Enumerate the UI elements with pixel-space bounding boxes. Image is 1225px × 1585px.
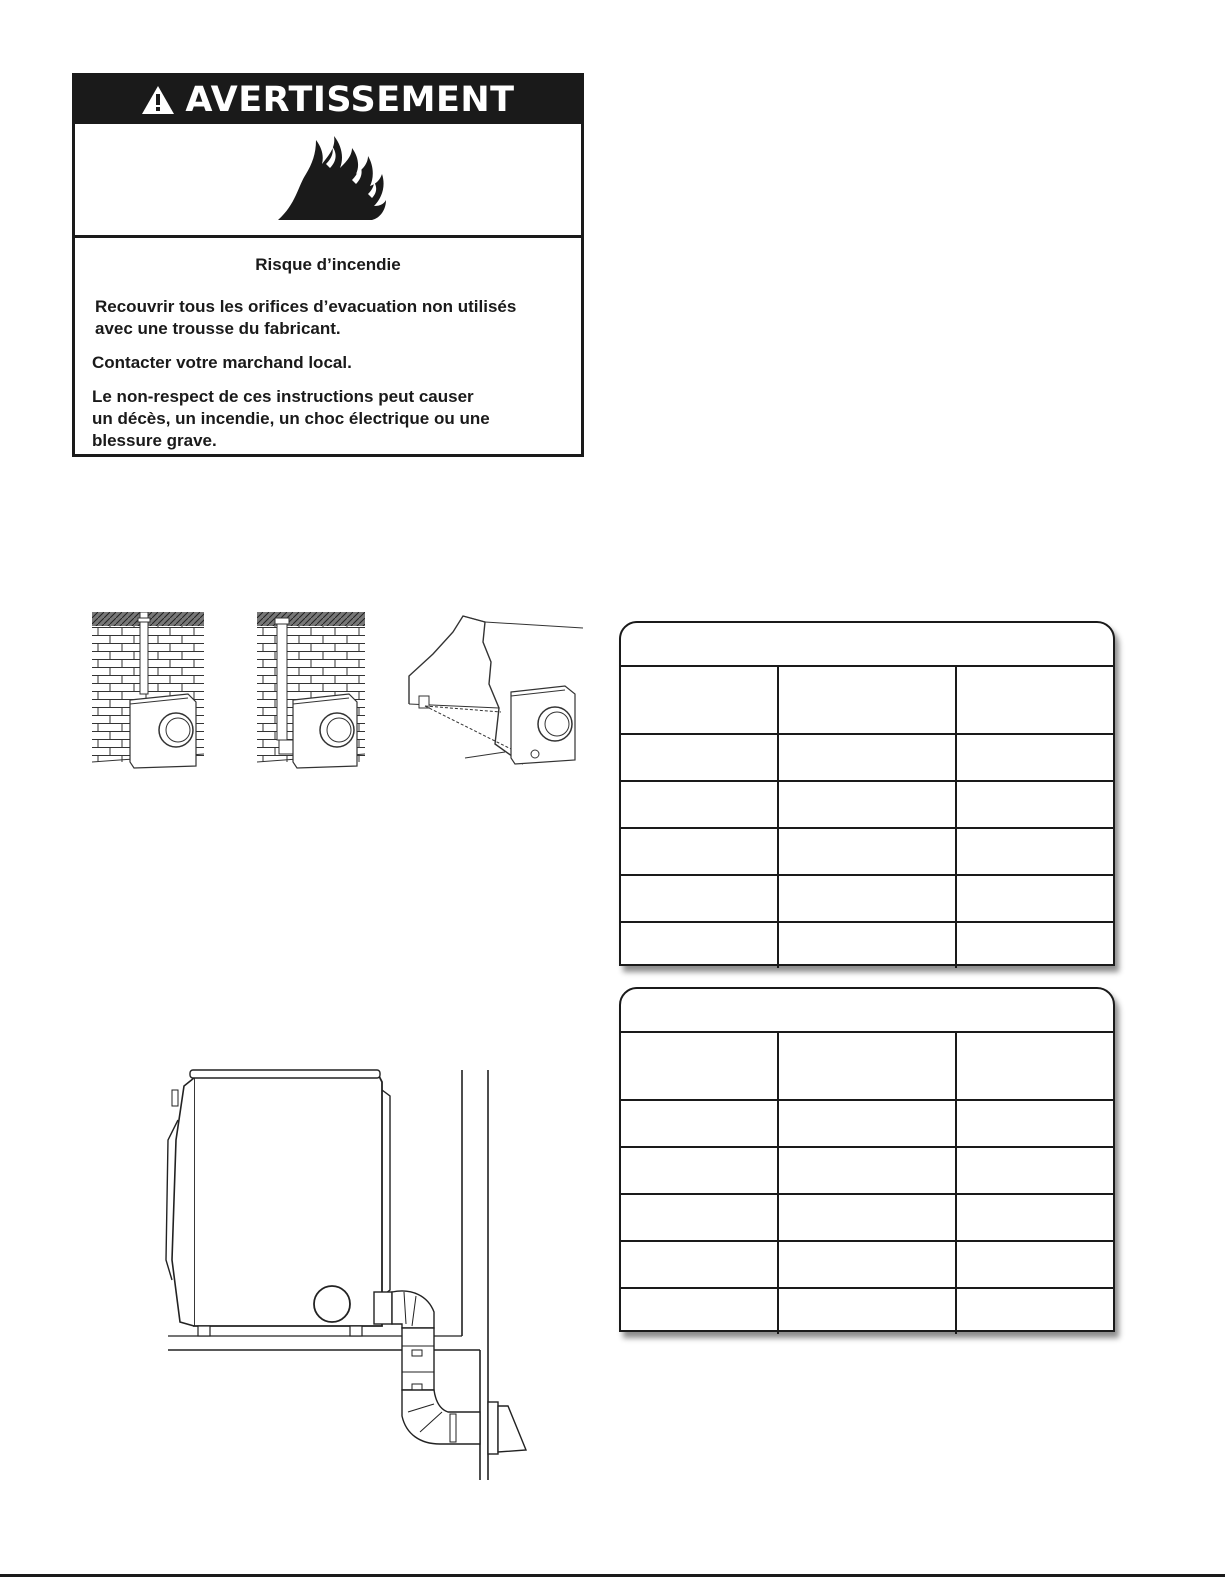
table-cell (778, 1100, 956, 1147)
text-line: un décès, un incendie, un choc électrique ou une (92, 409, 490, 428)
table-header-cell (956, 667, 1113, 734)
table-row (621, 875, 1113, 922)
table-row (621, 1241, 1113, 1288)
table-cell (956, 1194, 1113, 1241)
fire-symbol-panel (75, 124, 581, 238)
table-cell (956, 875, 1113, 922)
table-title-bar (621, 623, 1113, 667)
warning-paragraph-3 (92, 386, 561, 452)
table-header-row (621, 667, 1113, 734)
table-row (621, 734, 1113, 781)
table-row (621, 922, 1113, 968)
table-cell (621, 1147, 778, 1194)
vent-length-table-1 (619, 621, 1115, 966)
text-line: Le non-respect de ces instructions peut causer (92, 387, 474, 406)
dryer-side-vent-illustration (150, 1060, 530, 1480)
warning-header (75, 76, 581, 124)
vent-side-wall-illustration (405, 612, 587, 772)
vent-length-table-2 (619, 987, 1115, 1332)
vent-wall-down-illustration (257, 612, 365, 770)
table-cell (778, 922, 956, 968)
table-cell (621, 1100, 778, 1147)
table-header-cell (956, 1033, 1113, 1100)
table-cell (956, 922, 1113, 968)
table-header-cell (778, 667, 956, 734)
table-cell (621, 922, 778, 968)
table-cell (778, 828, 956, 875)
page-bottom-rule (0, 1574, 1225, 1577)
text-line: Contacter votre marchand local. (92, 353, 352, 372)
table-row (621, 781, 1113, 828)
warning-box (72, 73, 584, 457)
table-header-row (621, 1033, 1113, 1100)
table-cell (778, 781, 956, 828)
warning-title: AVERTISSEMENT (185, 80, 515, 120)
warning-triangle-icon (141, 85, 175, 115)
table-header-cell (621, 1033, 778, 1100)
fire-icon (276, 134, 388, 222)
vent-roof-illustration (92, 612, 204, 770)
table-title-bar (621, 989, 1113, 1033)
table-grid (621, 667, 1113, 968)
table-row (621, 1288, 1113, 1334)
table-cell (778, 875, 956, 922)
table-cell (621, 1194, 778, 1241)
table-cell (778, 1147, 956, 1194)
table-cell (778, 1241, 956, 1288)
table-row (621, 1147, 1113, 1194)
table-grid (621, 1033, 1113, 1334)
warning-paragraph-1 (95, 296, 561, 340)
table-cell (621, 734, 778, 781)
table-cell (956, 781, 1113, 828)
table-cell (621, 828, 778, 875)
text-line: avec une trousse du fabricant. (95, 319, 341, 338)
table-row (621, 828, 1113, 875)
table-header-cell (621, 667, 778, 734)
table-cell (956, 828, 1113, 875)
table-cell (778, 1288, 956, 1334)
table-cell (778, 1194, 956, 1241)
table-cell (621, 1241, 778, 1288)
table-cell (956, 1241, 1113, 1288)
table-cell (621, 875, 778, 922)
text-line: Recouvrir tous les orifices d’evacuation non utilisés (95, 297, 517, 316)
text-line: blessure grave. (92, 431, 217, 450)
warning-subtitle: Risque d’incendie (255, 255, 401, 274)
table-cell (778, 734, 956, 781)
table-cell (956, 1100, 1113, 1147)
table-cell (621, 781, 778, 828)
table-cell (956, 734, 1113, 781)
table-header-cell (778, 1033, 956, 1100)
warning-paragraph-2 (92, 352, 561, 374)
table-cell (621, 1288, 778, 1334)
table-row (621, 1100, 1113, 1147)
table-cell (956, 1288, 1113, 1334)
warning-text (92, 254, 561, 464)
table-cell (956, 1147, 1113, 1194)
table-row (621, 1194, 1113, 1241)
